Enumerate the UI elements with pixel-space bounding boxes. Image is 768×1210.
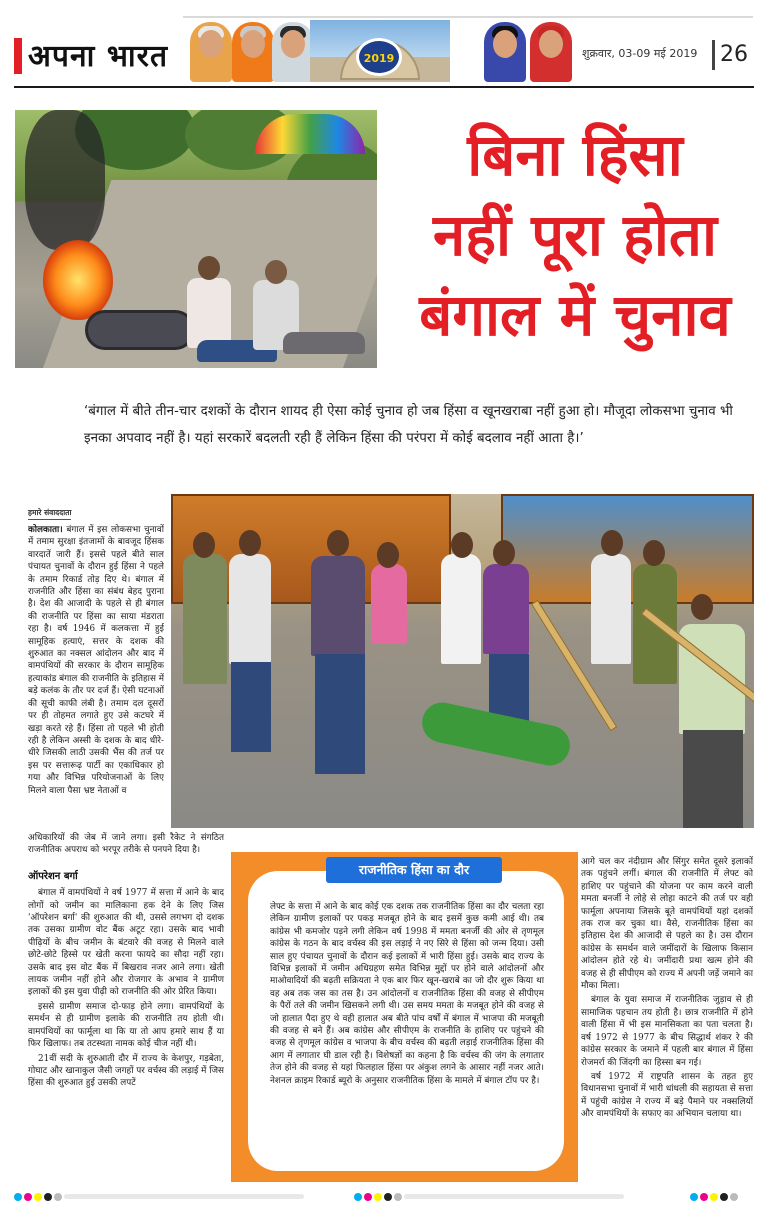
- violence-news-photo: [171, 494, 754, 828]
- article-paragraph: बंगाल में इस लोकसभा चुनावों में तमाम सुरक्षा इंतजामों के बावजूद हिंसक वारदातें जारी हैं। इससे पहले बीते साल पंचायत चुनावों के दौरान हुई हिंसा ने पहले के तमाम रिकार्ड तोड़ दिए थे। बंगाल में राजनीति और हिंसा का संबंध बेहद पुराना है। देश की आजादी के पहले से ही बंगाल की राजनीति पर हिंसा का साया मंडराता रहा है। वर्ष 1946 में कलकत्ता में हुई सामूहिक हत्याएं, सत्तर के दशक की शुरुआत का नक्सल आंदोलन और बाद में वामपंथियों की सरकार के दौरान सामूहिक हत्याकांड बंगाल की राजनीति के इतिहास में बड़े कलंक के तौर पर दर्ज हैं। ऐसी घटनाओं की सूची काफी लंबी है। तमाम दल दूसरों पर ही तोहमत लगाते हुए उसे कटघरे में खड़ा करते रहे हैं। हिंसा तो पहले भी होती रही है लेकिन अस्सी के दशक के बाद धीरे-धीरे जिसकी लाठी उसकी भैंस की तर्ज पर इस पर सत्तारूढ़ पार्टी का एकाधिकार हो गया और विभिन्न परियोजनाओं के लिए मिलने वाला पैसा भ्रष्ट नेताओं व: [28, 525, 164, 796]
- registration-marks-left: [14, 1186, 306, 1196]
- masthead-top-rule: [183, 16, 753, 18]
- article-column-left-bottom: [28, 832, 224, 1092]
- article-paragraph: 21वीं सदी के शुरुआती दौर में राज्य के केशपुर, गड़बेता, गोघाट और खानाकुल जैसी जगहों पर वर्चस्व की लड़ाई में जिस हिंसा की शुरुआत हुई उसकी लपटें: [28, 1053, 224, 1089]
- leader-portrait: [484, 22, 526, 82]
- article-column-left-top: [28, 524, 164, 874]
- registration-marks-right: [690, 1186, 740, 1196]
- brand-red-bar: [14, 38, 22, 74]
- leader-portrait: [530, 22, 572, 82]
- headline: [390, 115, 760, 355]
- leader-portrait: [232, 22, 274, 82]
- article-paragraph: वर्ष 1972 में राष्ट्रपति शासन के तहत हुए विधानसभा चुनावों में भारी धांधली की सहायता से सत्ता में पहुंची कांग्रेस ने राज्य में बड़े पैमाने पर नक्सलियों और वामपंथियों के सफाए का अभियान चलाया था।: [581, 1071, 753, 1120]
- page-number: 26: [720, 42, 748, 67]
- masthead: [0, 0, 768, 92]
- masthead-bottom-rule: [14, 86, 754, 88]
- subhead-operation-barga: ऑपरेशन बर्गा: [28, 870, 78, 882]
- article-column-right: [581, 856, 753, 1182]
- fire-icon: [43, 240, 113, 320]
- headline-line: बिना हिंसा: [467, 121, 683, 189]
- article-paragraph: आगे चल कर नंदीग्राम और सिंगुर समेत दूसरे इलाकों तक पहुंचने लगीं। बंगाल की राजनीति में लेफ्ट को हाशिए पर पहुंचाने की योजना पर काम करने वाली ममता बनर्जी ने लोहे से लोहा काटने की तर्ज पर वही फार्मूला अपनाया जिसके बूते वामपंथियों यहां दशकों तक राज कर चुका था। वैसे, राजनीतिक हिंसा का इतिहास देश की आजादी से पहले का है। उस दौरान कांग्रेस के समर्थन वाले जमींदारों के खिलाफ किसान आंदोलन होते रहे थे। जमींदारी प्रथा खत्म होने की वजह से ही सीपीएम को राज्य में अपनी जड़ें जमाने का मौका मिला।: [581, 857, 753, 992]
- article-paragraph: बंगाल के युवा समाज में राजनीतिक जुड़ाव से ही सामाजिक पहचान तय होती है। छात्र राजनीति में होने वाली हिंसा में भी इस मानसिकता का पता चलता है। वर्ष 1972 से 1977 के बीच सिद्धार्थ शंकर रे की कांग्रेस सरकार के जमाने में पहली बार बंगाल में हिंसा रोजमर्रा की जिंदगी का हिस्सा बन गई।: [581, 995, 753, 1068]
- section-brand: अपना भारत: [28, 39, 169, 74]
- leaders-banner: [190, 20, 580, 84]
- byline: हमारे संवाददाता: [28, 508, 71, 520]
- article-paragraph: बंगाल में वामपंथियों ने वर्ष 1977 में सत्ता में आने के बाद लोगों को जमीन का मालिकाना हक देने के लिए जिस 'ऑपरेशन बर्गा' की शुरुआत की थी, उससे लगभग दो दशक तक उसका ग्रामीण वोट बैंक अटूट रहा। उसके बाद भावी पीढ़ियों के बीच जमीन के बंटवारे की वजह से मिलने वाले छोटे-छोटे हिस्से पर खेती करना फायदे का सौदा नहीं रहा। उसके बाद इस वोट बैंक में बिखराव नजर आने लगा। खेती लायक जमीन नहीं होने और रोजगार के अभाव ने ग्रामीण इलाकों की इस युवा पीढ़ी को राजनीति की ओर प्रेरित किया।: [28, 888, 224, 998]
- pull-quote: ‘बंगाल में बीते तीन-चार दशकों के दौरान शायद ही ऐसा कोई चुनाव हो जब हिंसा व खूनखराबा नहीं हुआ हो। मौजूदा लोकसभा चुनाव भी इनका अपवाद नहीं है। यहां सरकारें बदलती रही हैं लेकिन हिंसा की परंपरा में कोई बदलाव नहीं आता है।’: [84, 404, 733, 446]
- box-title: राजनीतिक हिंसा का दौर: [326, 857, 502, 883]
- article-paragraph: अधिकारियों की जेब में जाने लगा। इसी रैकेट ने संगठित राजनीतिक अपराध को भरपूर तरीके से पनपने दिया है।: [28, 833, 224, 856]
- box-content: [248, 862, 564, 1171]
- motorcycle-icon: [85, 310, 195, 350]
- top-news-photo: [15, 110, 377, 368]
- parliament-election-badge: [310, 20, 450, 82]
- headline-line: नहीं पूरा होता: [433, 201, 717, 269]
- issue-dateline: शुक्रवार, 03-09 मई 2019: [582, 47, 698, 60]
- umbrella-icon: [255, 114, 365, 154]
- page-number-separator: [712, 40, 715, 70]
- leader-portrait: [190, 22, 232, 82]
- election-year-badge: 2019: [363, 52, 395, 65]
- leader-portrait: [272, 22, 314, 82]
- headline-line: बंगाल में चुनाव: [419, 281, 731, 349]
- political-violence-box: [231, 852, 578, 1182]
- registration-marks-center: [354, 1186, 626, 1196]
- story-dateline: कोलकाता।: [28, 525, 63, 535]
- box-paragraph: लेफ्ट के सत्ता में आने के बाद कोई एक दशक तक राजनीतिक हिंसा का दौर चलता रहा लेकिन ग्रामीण इलाकों पर पकड़ मजबूत होने के बाद इसमें कुछ कमी आई थी। तब कांग्रेस भी कमजोर पड़ने लगी लेकिन वर्ष 1998 में ममता बनर्जी की ओर से तृणमूल कांग्रेस के गठन के बाद वर्चस्व की इस लड़ाई ने नए सिरे से हिंसा को जन्म दिया। उसी साल हुए पंचायत चुनावों के दौरान कई इलाकों में भारी हिंसा हुई। उसके बाद राज्य के विभिन्न इलाकों में जमीन अधिग्रहण समेत विभिन्न मुद्दों पर होने वाले आंदोलनों और माओवादियों की बढ़ती सक्रियता ने एक बार फिर खून-खराबे का जो दौर शुरू किया था वह अब तक जस का तस है। उन आंदोलनों व राजनीतिक हिंसा की वजह से सीपीएम के पैरों तले की जमीन खिसकने लगी थी। उस समय ममता के मजबूत होने की वजह से जो हालात पैदा हुए थे वही हालात अब बीते पांच वर्षों में बंगाल में भाजपा की मजबूती की वजह से बने हैं। अब कांग्रेस और सीपीएम के राजनीति के हाशिए पर पहुंचने की वजह से तृणमूल कांग्रेस व भाजपा के बीच वर्चस्व की बढ़ती लड़ाई राजनीतिक हिंसा की आग में लगातार घी डाल रही है। विशेषज्ञों का कहना है कि वर्चस्व की जंग के लगातार तेज होने की वजह से यहां फिलहाल हिंसा पर अंकुश लगने के आसार नहीं नजर आते। नेशनल क्राइम रिकार्ड ब्यूरो के अनुसार राजनीतिक हिंसा के मामले में बंगाल टॉप पर है।: [270, 902, 544, 1086]
- article-paragraph: इससे ग्रामीण समाज दो-फाड़ होने लगा। वामपंथियों के समर्थन से ही ग्रामीण इलाके की राजनीति तय होती थी। वामपंथियों का फार्मूला था कि या तो आप हमारे साथ हैं या फिर खिलाफ। तब तटस्थता नामक कोई चीज नहीं थी।: [28, 1001, 224, 1050]
